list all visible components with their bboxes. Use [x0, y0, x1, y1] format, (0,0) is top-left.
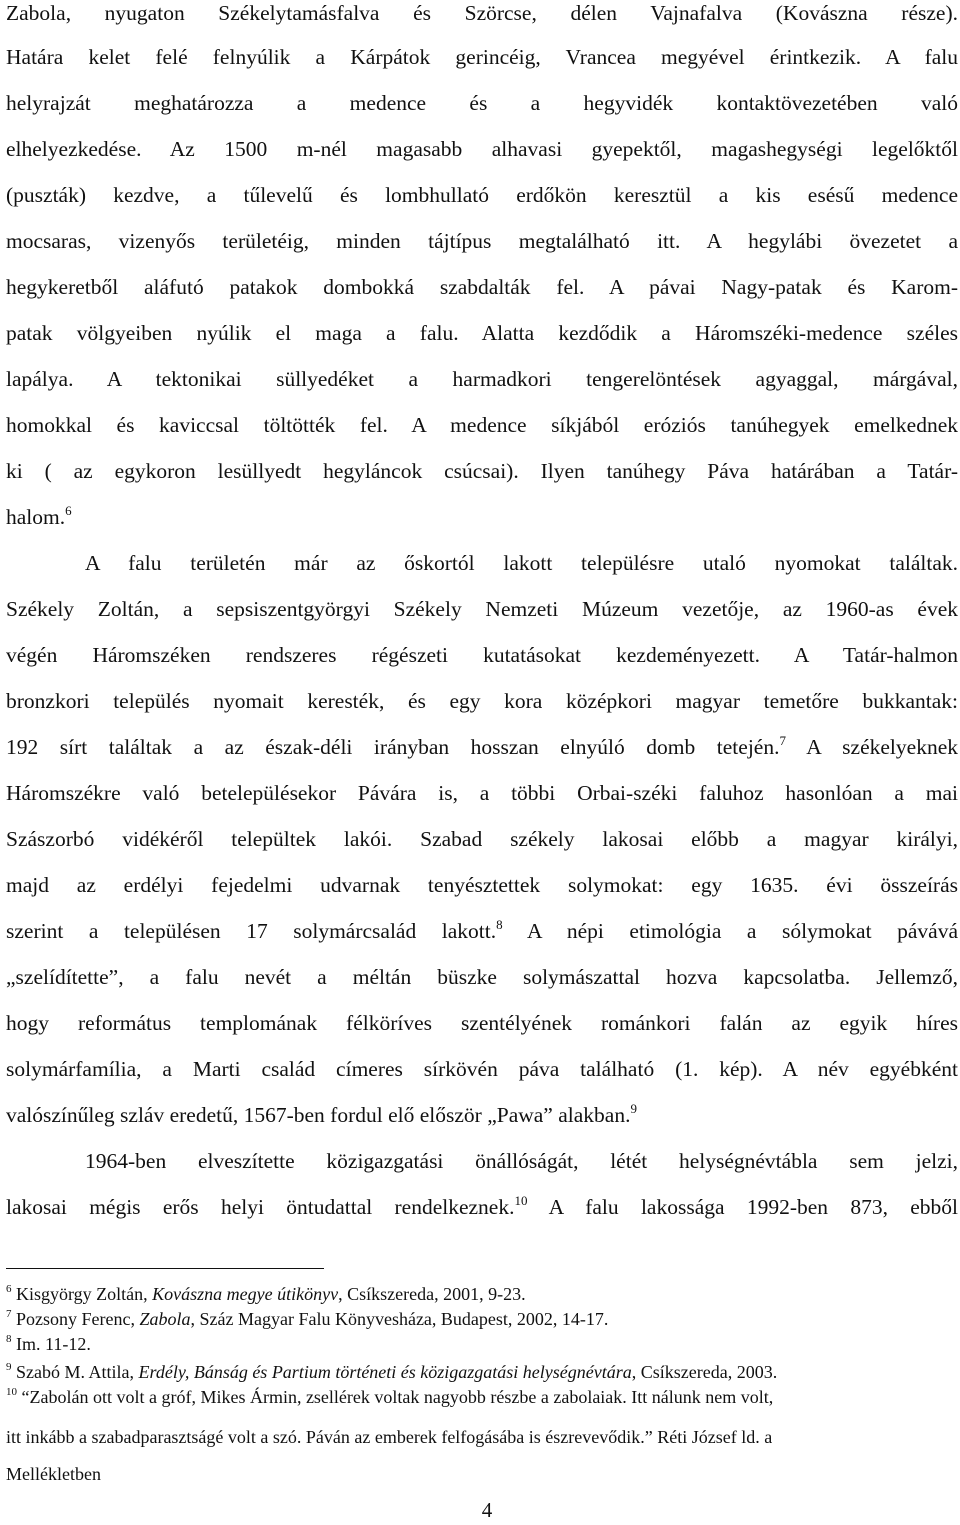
- footnote: Mellékletben: [6, 1464, 101, 1484]
- body-line: bronzkori település nyomait keresték, és egy kora középkori magyar temetőre bukkantak:: [6, 689, 958, 713]
- footnote-text: , Száz Magyar Falu Könyvesháza, Budapest, 2002, 14-17.: [190, 1309, 609, 1329]
- body-line: mocsaras, vizenyős területéig, minden tájtípus megtalálható itt. A hegylábi övezetet a: [6, 229, 958, 253]
- body-line: Háromszékre való betelepülésekor Pávára is, a többi Orbai-széki faluhoz hasonlóan a mai: [6, 781, 958, 805]
- body-line: [6, 908, 958, 954]
- body-line: Székely Zoltán, a sepsiszentgyörgyi Székely Nemzeti Múzeum vezetője, az 1960-as évek: [6, 597, 958, 621]
- body-line: „szelídítette”, a falu nevét a méltán büszke solymászattal hozva kapcsolatba. Jellemző,: [6, 965, 958, 989]
- body-text: lakosai mégis erős helyi öntudattal rendelkeznek.: [6, 1195, 515, 1219]
- body-line: helyrajzát meghatározza a medence és a hegyvidék kontaktövezetében való: [6, 91, 958, 115]
- footnote-ref: 10: [514, 1193, 528, 1208]
- footnote-ref: 9: [630, 1101, 637, 1116]
- body-text: 192 sírt találtak a az észak-déli irányban hosszan elnyúló domb tetején.: [6, 735, 780, 759]
- body-line: A falu területén már az őskortól lakott településre utaló nyomokat találtak.: [85, 551, 958, 575]
- footnote-ref: 6: [65, 503, 72, 518]
- body-line: [6, 1184, 958, 1230]
- footnote: [6, 1360, 958, 1384]
- footnote-ref: 8: [496, 917, 503, 932]
- footnote-text: Kisgyörgy Zoltán,: [16, 1284, 153, 1304]
- footnote-number: 10: [6, 1386, 17, 1398]
- footnote-number: 7: [6, 1308, 12, 1320]
- body-line: hegykeretből aláfutó patakok dombokká szabdalták fel. A pávai Nagy-patak és Karom-: [6, 275, 958, 299]
- footnote-number: 8: [6, 1333, 12, 1345]
- body-text: A székelyeknek: [785, 735, 958, 759]
- footnote: [6, 1332, 958, 1356]
- body-line: hogy református templomának félköríves szentélyének románkori falán az egyik híres: [6, 1011, 958, 1035]
- footnote-number: 6: [6, 1283, 12, 1295]
- body-line: ki ( az egykoron lesüllyedt hegyláncok csúcsai). Ilyen tanúhegy Páva határában a Tatár-: [6, 459, 958, 483]
- footnote-title: Erdély, Bánság és Partium történeti és közigazgatási helységnévtára: [138, 1362, 632, 1382]
- body-text: valószínűleg szláv eredetű, 1567-ben fordul elő először „Pawa” alakban.: [6, 1103, 631, 1127]
- footnote-text: , Csíkszereda, 2001, 9-23.: [338, 1284, 526, 1304]
- footnote-title: Zabola: [139, 1309, 191, 1329]
- footnote: [6, 1282, 958, 1306]
- footnote-ref: 7: [779, 733, 786, 748]
- body-line: Zabola, nyugaton Székelytamásfalva és Szörcse, délen Vajnafalva (Kovászna része).: [6, 1, 958, 25]
- body-line: elhelyezkedése. Az 1500 m-nél magasabb alhavasi gyepektől, magashegységi legelőktől: [6, 137, 958, 161]
- footnote-text: Im. 11-12.: [16, 1334, 91, 1354]
- footnote: [6, 1307, 958, 1331]
- body-text: A népi etimológia a sólymokat pávává: [502, 919, 958, 943]
- body-text: A falu lakossága 1992-ben 873, ebből: [527, 1195, 958, 1219]
- body-line: lapálya. A tektonikai süllyedéket a harmadkori tengerelöntések agyaggal, márgával,: [6, 367, 958, 391]
- footnote-text: Szabó M. Attila,: [16, 1362, 139, 1382]
- body-line: Szászorbó vidékéről települtek lakói. Szabad székely lakosai előbb a magyar királyi,: [6, 827, 958, 851]
- body-line: [6, 494, 958, 540]
- body-line: Határa kelet felé felnyúlik a Kárpátok gerincéig, Vrancea megyével érintkezik. A falu: [6, 45, 958, 69]
- body-line: majd az erdélyi fejedelmi udvarnak tenyésztettek solymokat: egy 1635. évi összeírás: [6, 873, 958, 897]
- body-line: 1964-ben elveszítette közigazgatási önállóságát, létét helységnévtábla sem jelzi,: [85, 1149, 958, 1173]
- page-number: 4: [481, 1498, 493, 1522]
- footnote-text: Pozsony Ferenc,: [16, 1309, 140, 1329]
- body-text: halom.: [6, 505, 66, 529]
- body-line: homokkal és kaviccsal töltötték fel. A medence síkjából eróziós tanúhegyek emelkednek: [6, 413, 958, 437]
- footnote-number: 9: [6, 1361, 12, 1373]
- body-line: [6, 724, 958, 770]
- body-line: végén Háromszéken rendszeres régészeti kutatásokat kezdeményezett. A Tatár-halmon: [6, 643, 958, 667]
- footnote: itt inkább a szabadparasztságé volt a szó. Páván az emberek felfogásába is észrevevődik.” Réti József ld. a: [6, 1427, 773, 1447]
- body-line: solymárfamília, a Marti család címeres sírkövén páva található (1. kép). A név egyébként: [6, 1057, 958, 1081]
- body-line: patak völgyeiben nyúlik el maga a falu. Alatta kezdődik a Háromszéki-medence széles: [6, 321, 958, 345]
- footnote-text: , Csíkszereda, 2003.: [631, 1362, 778, 1382]
- body-line: [6, 1092, 958, 1138]
- footnote: [6, 1385, 958, 1409]
- body-text: szerint a településen 17 solymárcsalád lakott.: [6, 919, 497, 943]
- footnote-divider: [6, 1268, 324, 1269]
- body-line: (puszták) kezdve, a tűlevelű és lombhullató erdőkön keresztül a kis esésű medence: [6, 183, 958, 207]
- footnote-title: Kovászna megye útikönyv: [152, 1284, 339, 1304]
- footnote-text: “Zabolán ott volt a gróf, Mikes Ármin, zsellérek voltak nagyobb részbe a zabolaiak. Itt nálunk nem volt,: [21, 1387, 774, 1407]
